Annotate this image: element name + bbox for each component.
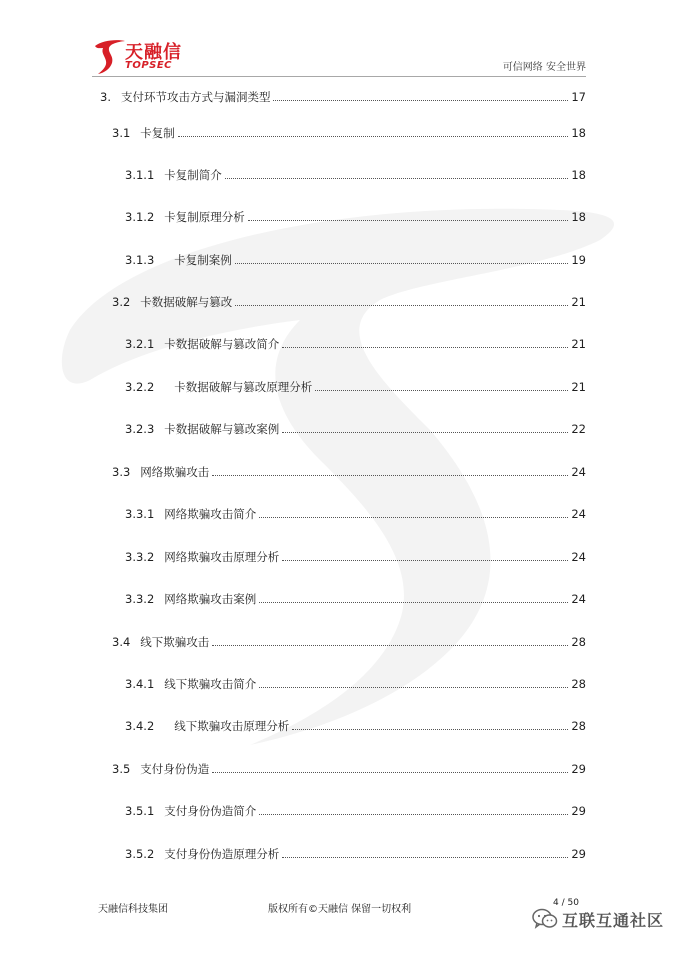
toc-entry-number: 3.3.2 bbox=[125, 550, 155, 564]
toc-entry-page: 24 bbox=[571, 465, 586, 479]
toc-entry-title: 卡复制简介 bbox=[164, 168, 222, 182]
toc-entry-page: 22 bbox=[571, 422, 586, 436]
toc-entry-page: 18 bbox=[571, 210, 586, 224]
toc-entry-title: 卡复制 bbox=[140, 126, 175, 140]
toc-dot-leader bbox=[235, 304, 568, 306]
toc-entry-number: 3.4.1 bbox=[125, 677, 155, 691]
toc-entry-number: 3.1.2 bbox=[125, 210, 155, 224]
toc-dot-leader bbox=[235, 262, 569, 264]
wechat-watermark bbox=[532, 905, 664, 933]
toc-entry-page: 28 bbox=[571, 719, 586, 733]
toc-entry[interactable] bbox=[100, 88, 586, 104]
toc-entry-page: 24 bbox=[571, 507, 586, 521]
toc-entry-title: 网络欺骗攻击 bbox=[140, 465, 210, 479]
toc-entry-page: 29 bbox=[571, 762, 586, 776]
toc-entry-number: 3.2 bbox=[112, 295, 131, 309]
toc-entry-page: 17 bbox=[571, 90, 586, 104]
toc-entry[interactable] bbox=[125, 166, 586, 182]
toc-entry-title: 线下欺骗攻击原理分析 bbox=[174, 719, 290, 733]
toc-entry[interactable] bbox=[112, 124, 586, 140]
toc-dot-leader bbox=[273, 99, 568, 101]
footer-page-number: 4 / 50 bbox=[553, 898, 579, 908]
toc-entry-number: 3.1.1 bbox=[125, 168, 155, 182]
toc-entry[interactable] bbox=[112, 760, 586, 776]
company-logo bbox=[92, 36, 202, 76]
toc-entry-number: 3.3 bbox=[112, 465, 131, 479]
header-slogan: 可信网络 安全世界 bbox=[502, 62, 586, 73]
toc-entry-title: 支付身份伪造简介 bbox=[164, 804, 257, 818]
logo-english-name: TOPSEC bbox=[125, 60, 173, 71]
toc-entry-page: 24 bbox=[571, 550, 586, 564]
toc-dot-leader bbox=[212, 644, 568, 646]
toc-entry-title: 支付身份伪造 bbox=[140, 762, 210, 776]
toc-entry-number: 3.5.1 bbox=[125, 804, 155, 818]
toc-dot-leader bbox=[282, 559, 568, 561]
toc-entry-number: 3.1.3 bbox=[125, 253, 155, 267]
toc-entry-page: 19 bbox=[571, 253, 586, 267]
toc-entry-page: 21 bbox=[571, 337, 586, 351]
toc-entry-page: 29 bbox=[571, 804, 586, 818]
toc-dot-leader bbox=[178, 135, 569, 137]
toc-entry-number: 3. bbox=[100, 90, 111, 104]
toc-entry-title: 线下欺骗攻击 bbox=[140, 635, 210, 649]
toc-dot-leader bbox=[212, 474, 568, 476]
toc-entry-title: 卡数据破解与篡改原理分析 bbox=[174, 380, 313, 394]
toc-entry[interactable] bbox=[125, 675, 586, 691]
toc-entry[interactable] bbox=[125, 251, 586, 267]
toc-dot-leader bbox=[282, 856, 568, 858]
toc-entry[interactable] bbox=[112, 293, 586, 309]
header-divider bbox=[92, 76, 586, 77]
toc-entry-page: 21 bbox=[571, 295, 586, 309]
toc-entry-number: 3.4 bbox=[112, 635, 131, 649]
toc-entry-title: 卡数据破解与篡改 bbox=[140, 295, 233, 309]
toc-entry-number: 3.1 bbox=[112, 126, 131, 140]
topsec-s-icon bbox=[92, 36, 126, 76]
wechat-icon bbox=[532, 908, 558, 930]
toc-entry-title: 网络欺骗攻击案例 bbox=[164, 592, 257, 606]
toc-entry[interactable] bbox=[125, 717, 586, 733]
toc-entry-page: 18 bbox=[571, 168, 586, 182]
toc-entry[interactable] bbox=[125, 208, 586, 224]
toc-entry-number: 3.5.2 bbox=[125, 847, 155, 861]
toc-entry-title: 网络欺骗攻击简介 bbox=[164, 507, 257, 521]
toc-entry-title: 卡复制案例 bbox=[174, 253, 232, 267]
toc-entry-number: 3.2.1 bbox=[125, 337, 155, 351]
toc-dot-leader bbox=[212, 771, 568, 773]
toc-entry-page: 21 bbox=[571, 380, 586, 394]
toc-entry-number: 3.2.2 bbox=[125, 380, 155, 394]
toc-entry-number: 3.2.3 bbox=[125, 422, 155, 436]
toc-dot-leader bbox=[282, 431, 568, 433]
toc-entry[interactable] bbox=[125, 378, 586, 394]
toc-entry-number: 3.3.1 bbox=[125, 507, 155, 521]
page-header bbox=[0, 0, 686, 80]
toc-dot-leader bbox=[315, 389, 568, 391]
toc-dot-leader bbox=[225, 177, 569, 179]
toc-entry[interactable] bbox=[125, 845, 586, 861]
toc-dot-leader bbox=[282, 346, 568, 348]
toc-dot-leader bbox=[259, 813, 568, 815]
toc-entry-title: 线下欺骗攻击简介 bbox=[164, 677, 257, 691]
toc-entry-title: 支付环节攻击方式与漏洞类型 bbox=[120, 90, 271, 104]
toc-entry[interactable] bbox=[125, 548, 586, 564]
toc-entry-page: 24 bbox=[571, 592, 586, 606]
toc-entry-title: 网络欺骗攻击原理分析 bbox=[164, 550, 280, 564]
toc-entry-title: 支付身份伪造原理分析 bbox=[164, 847, 280, 861]
toc-dot-leader bbox=[259, 516, 568, 518]
toc-entry-page: 29 bbox=[571, 847, 586, 861]
toc-entry[interactable] bbox=[112, 633, 586, 649]
toc-entry-number: 3.4.2 bbox=[125, 719, 155, 733]
toc-entry-page: 28 bbox=[571, 635, 586, 649]
toc-entry-title: 卡数据破解与篡改案例 bbox=[164, 422, 280, 436]
toc-entry-title: 卡数据破解与篡改简介 bbox=[164, 337, 280, 351]
toc-dot-leader bbox=[259, 686, 568, 688]
toc-entry-page: 28 bbox=[571, 677, 586, 691]
wechat-account-name: 互联互通社区 bbox=[562, 910, 665, 930]
footer-company-name: 天融信科技集团 bbox=[98, 904, 168, 915]
toc-dot-leader bbox=[248, 219, 569, 221]
toc-entry-page: 18 bbox=[571, 126, 586, 140]
logo-chinese-name: 天融信 bbox=[125, 42, 182, 63]
toc-entry[interactable] bbox=[112, 463, 586, 479]
toc-entry-number: 3.3.2 bbox=[125, 592, 155, 606]
toc-entry-title: 卡复制原理分析 bbox=[164, 210, 245, 224]
toc-dot-leader bbox=[259, 601, 568, 603]
toc-entry[interactable] bbox=[125, 505, 586, 521]
toc-entry[interactable] bbox=[125, 420, 586, 436]
footer-copyright: 版权所有©天融信 保留一切权利 bbox=[268, 904, 412, 915]
toc-entry[interactable] bbox=[125, 802, 586, 818]
toc-entry-number: 3.5 bbox=[112, 762, 131, 776]
toc-entry[interactable] bbox=[125, 590, 586, 606]
toc-dot-leader bbox=[292, 728, 568, 730]
toc-entry[interactable] bbox=[125, 335, 586, 351]
